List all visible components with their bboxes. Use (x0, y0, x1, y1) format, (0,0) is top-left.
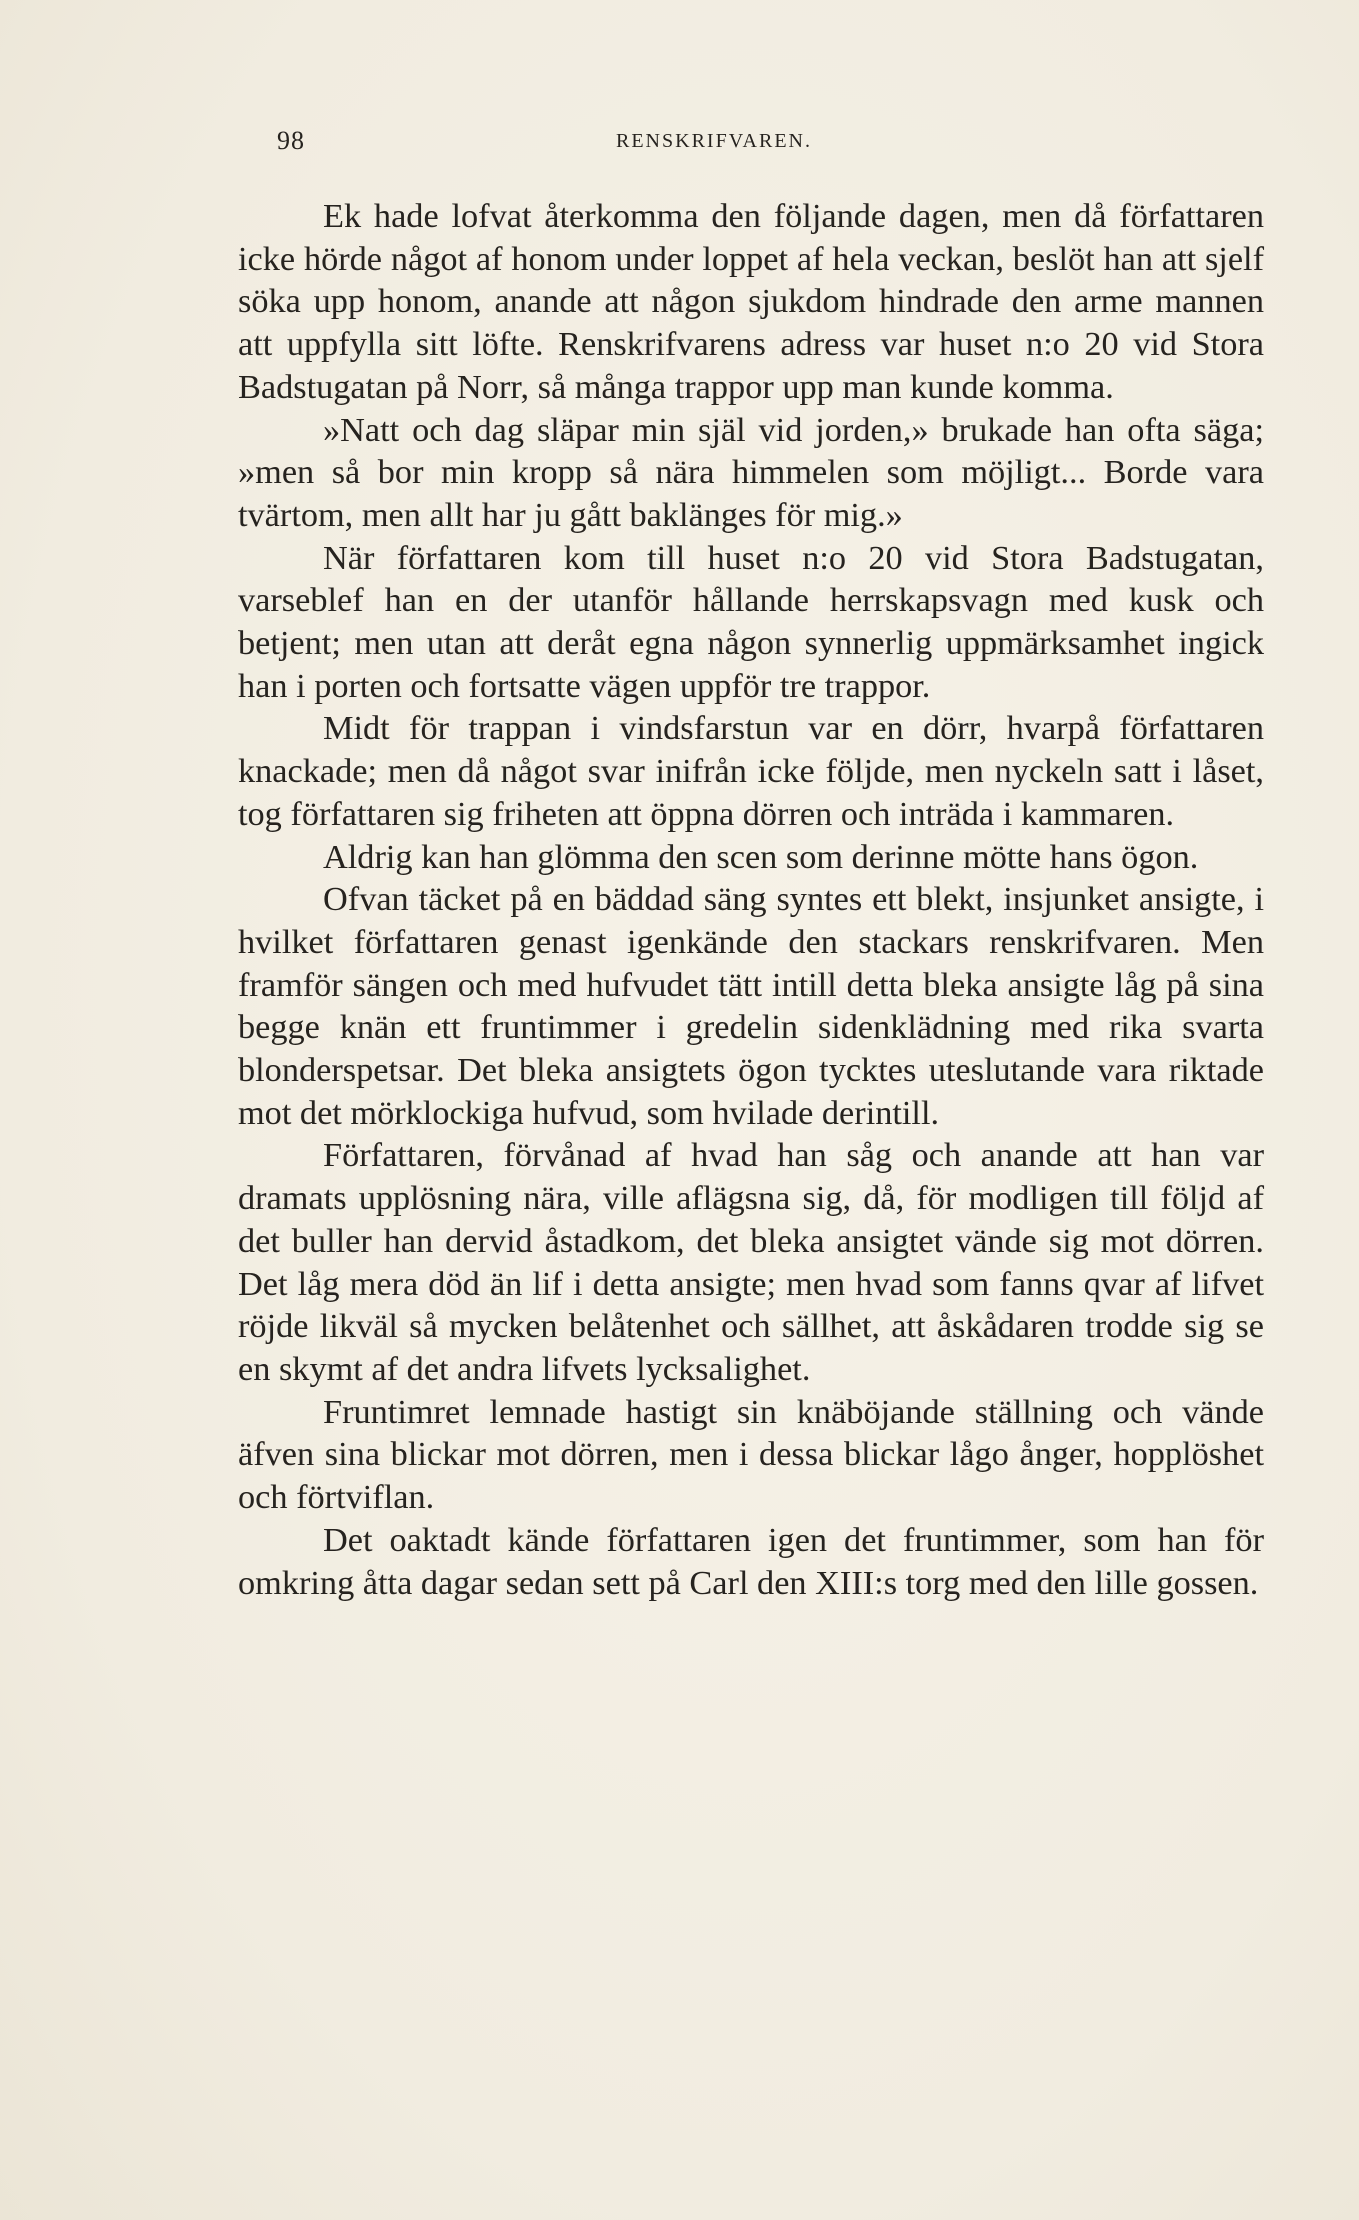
paragraph: När författaren kom till huset n:o 20 vid Stora Badstugatan, varseblef han en der utanför hållande herrskapsvagn med kusk och betjent; men utan att deråt egna någon synnerlig uppmärksamhet ingick han i porten och fortsatte vägen uppför tre trappor. (238, 538, 1264, 705)
paragraph: Midt för trappan i vindsfarstun var en dörr, hvarpå författaren knackade; men då något svar inifrån icke följde, men nyckeln satt i låset, tog författaren sig friheten att öppna dörren och inträda i kammaren. (238, 709, 1264, 833)
running-head: RENSKRIFVAREN. (616, 130, 812, 152)
paragraph: Aldrig kan han glömma den scen som derinne mötte hans ögon. (323, 837, 1199, 876)
paragraph: Ek hade lofvat återkomma den följande dagen, men då författaren icke hörde något af honom under loppet af hela veckan, beslöt han att sjelf söka upp honom, anande att någon sjukdom hindrade den arme mannen att uppfylla sitt löfte. Renskrifvarens adress var huset n:o 20 vid Stora Badstugatan på Norr, så många trappor upp man kunde komma. (238, 197, 1264, 406)
page-header (277, 126, 886, 166)
paragraph: Författaren, förvånad af hvad han såg och anande att han var dramats upplösning nära, ville aflägsna sig, då, för modligen till följd af det buller han dervid åstadkom, det bleka ansigtet vände sig mot dörren. Det låg mera död än lif i detta ansigte; men hvad som fanns qvar af lifvet röjde likväl så mycken belåtenhet och sällhet, att åskådaren trodde sig se en skymt af det andra lifvets lycksalighet. (238, 1136, 1264, 1388)
paragraph: Det oaktadt kände författaren igen det fruntimmer, som han för omkring åtta dagar sedan sett på Carl den XIII:s torg med den lille gossen. (238, 1520, 1264, 1602)
body-text (238, 195, 1264, 1604)
page-number: 98 (277, 126, 305, 155)
paragraph: »Natt och dag släpar min själ vid jorden,» brukade han ofta säga; »men så bor min kropp så nära himmelen som möjligt... Borde vara tvärtom, men allt har ju gått baklänges för mig.» (238, 410, 1264, 534)
paragraph: Fruntimret lemnade hastigt sin knäböjande ställning och vände äfven sina blickar mot dörren, men i dessa blickar lågo ånger, hopplöshet och förtviflan. (238, 1392, 1264, 1517)
paragraph: Ofvan täcket på en bäddad säng syntes ett blekt, insjunket ansigte, i hvilket författaren genast igenkände den stackars renskrifvaren. Men framför sängen och med hufvudet tätt intill detta bleka ansigte låg på sina begge knän ett fruntimmer i gredelin sidenklädning med rika svarta blonderspetsar. Det bleka ansigtets ögon tycktes uteslutande vara riktade mot det mörklockiga hufvud, som hvilade derintill. (238, 880, 1264, 1132)
